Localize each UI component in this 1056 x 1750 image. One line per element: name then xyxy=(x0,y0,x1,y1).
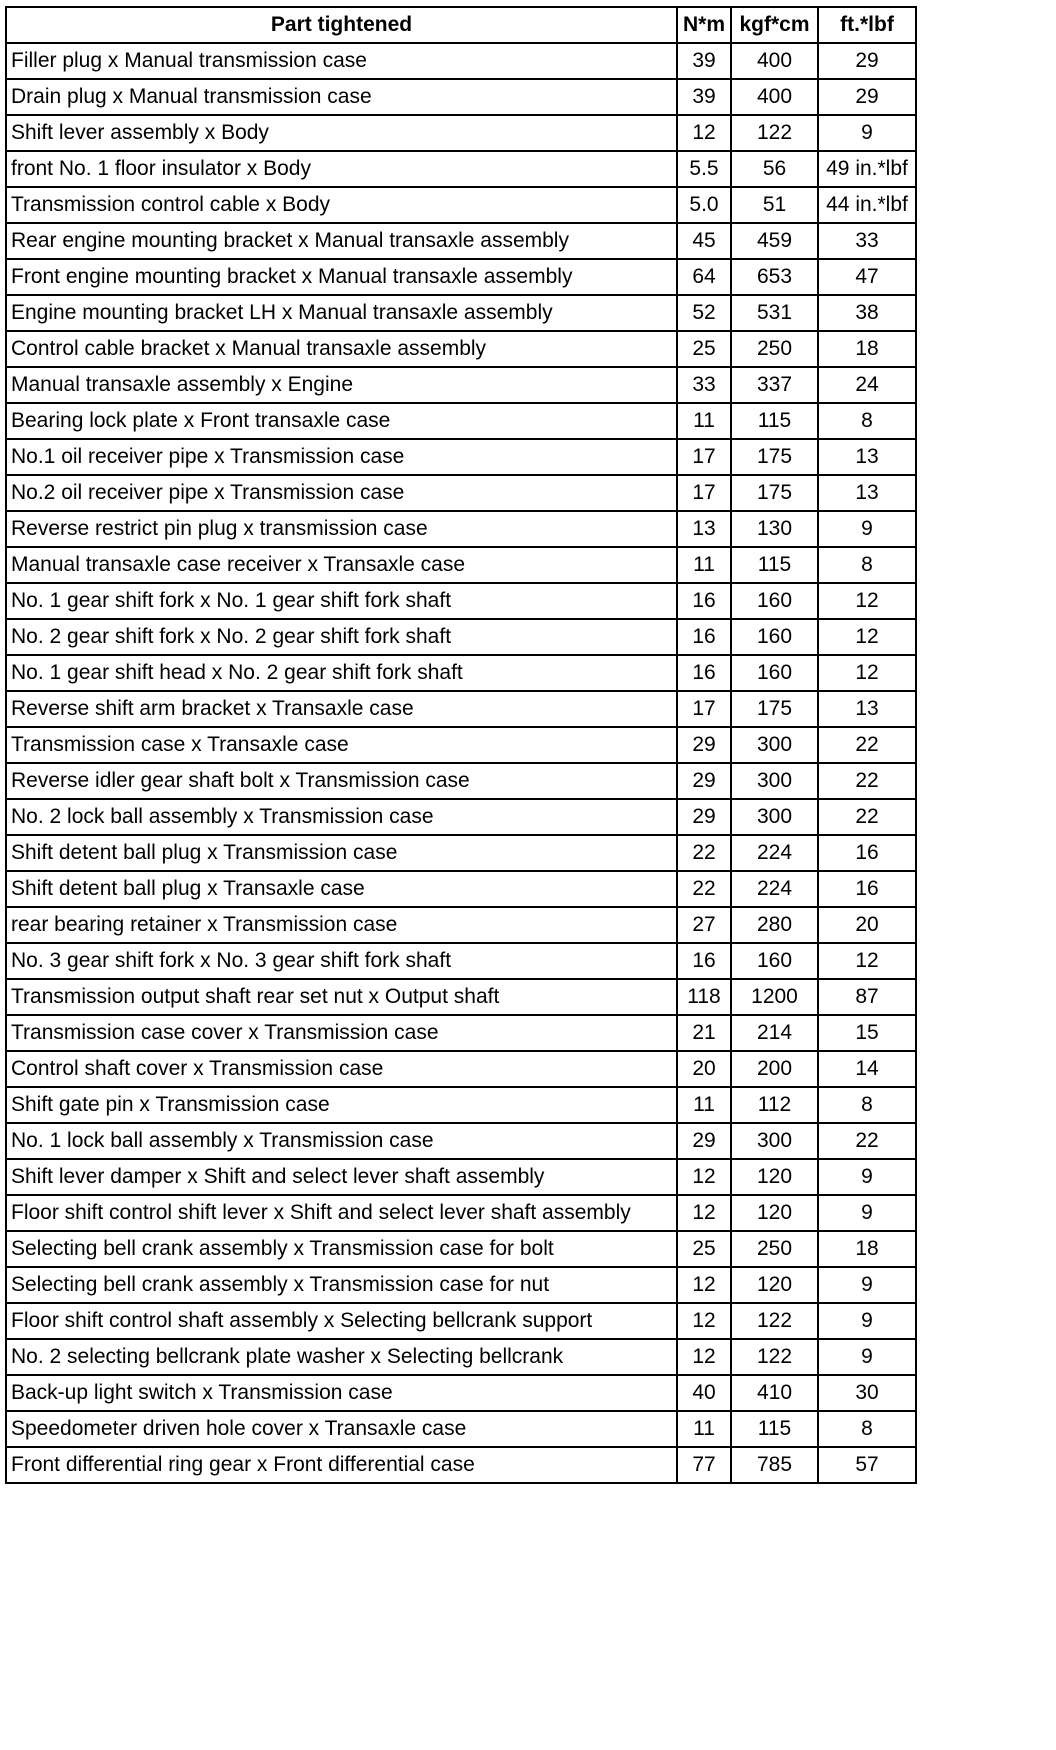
cell-part-tightened: Engine mounting bracket LH x Manual transaxle assembly xyxy=(6,295,677,331)
cell-kgf-cm: 300 xyxy=(731,799,818,835)
table-row xyxy=(6,1339,916,1375)
table-row xyxy=(6,619,916,655)
cell-ft-lbf: 9 xyxy=(818,511,916,547)
table-row xyxy=(6,799,916,835)
cell-ft-lbf: 8 xyxy=(818,547,916,583)
cell-newton-meter: 11 xyxy=(677,547,731,583)
cell-ft-lbf: 38 xyxy=(818,295,916,331)
header-newton-meter: N*m xyxy=(677,7,731,43)
cell-ft-lbf: 29 xyxy=(818,43,916,79)
cell-part-tightened: Manual transaxle case receiver x Transaxle case xyxy=(6,547,677,583)
cell-ft-lbf: 44 in.*lbf xyxy=(818,187,916,223)
cell-kgf-cm: 120 xyxy=(731,1267,818,1303)
cell-newton-meter: 22 xyxy=(677,835,731,871)
cell-ft-lbf: 8 xyxy=(818,1411,916,1447)
table-row xyxy=(6,367,916,403)
table-row xyxy=(6,1015,916,1051)
cell-kgf-cm: 120 xyxy=(731,1195,818,1231)
cell-kgf-cm: 122 xyxy=(731,1303,818,1339)
table-row xyxy=(6,259,916,295)
cell-part-tightened: No. 2 gear shift fork x No. 2 gear shift fork shaft xyxy=(6,619,677,655)
cell-kgf-cm: 224 xyxy=(731,835,818,871)
cell-ft-lbf: 47 xyxy=(818,259,916,295)
table-row xyxy=(6,835,916,871)
cell-part-tightened: Control cable bracket x Manual transaxle assembly xyxy=(6,331,677,367)
cell-kgf-cm: 130 xyxy=(731,511,818,547)
cell-newton-meter: 52 xyxy=(677,295,731,331)
cell-part-tightened: Shift detent ball plug x Transaxle case xyxy=(6,871,677,907)
cell-ft-lbf: 22 xyxy=(818,1123,916,1159)
cell-part-tightened: Floor shift control shaft assembly x Selecting bellcrank support xyxy=(6,1303,677,1339)
cell-part-tightened: Reverse idler gear shaft bolt x Transmission case xyxy=(6,763,677,799)
cell-part-tightened: Selecting bell crank assembly x Transmission case for bolt xyxy=(6,1231,677,1267)
table-row xyxy=(6,295,916,331)
cell-kgf-cm: 531 xyxy=(731,295,818,331)
cell-part-tightened: Front engine mounting bracket x Manual transaxle assembly xyxy=(6,259,677,295)
cell-newton-meter: 118 xyxy=(677,979,731,1015)
cell-part-tightened: Floor shift control shift lever x Shift and select lever shaft assembly xyxy=(6,1195,677,1231)
cell-ft-lbf: 8 xyxy=(818,1087,916,1123)
table-row xyxy=(6,115,916,151)
cell-newton-meter: 39 xyxy=(677,79,731,115)
cell-part-tightened: Shift lever assembly x Body xyxy=(6,115,677,151)
cell-newton-meter: 16 xyxy=(677,619,731,655)
table-row xyxy=(6,943,916,979)
cell-kgf-cm: 160 xyxy=(731,619,818,655)
cell-ft-lbf: 8 xyxy=(818,403,916,439)
cell-newton-meter: 12 xyxy=(677,1339,731,1375)
cell-kgf-cm: 337 xyxy=(731,367,818,403)
cell-newton-meter: 16 xyxy=(677,655,731,691)
table-row xyxy=(6,223,916,259)
cell-kgf-cm: 400 xyxy=(731,79,818,115)
table-row xyxy=(6,727,916,763)
cell-kgf-cm: 300 xyxy=(731,1123,818,1159)
cell-ft-lbf: 33 xyxy=(818,223,916,259)
cell-part-tightened: No. 2 lock ball assembly x Transmission case xyxy=(6,799,677,835)
table-row xyxy=(6,1375,916,1411)
table-row xyxy=(6,1303,916,1339)
cell-newton-meter: 11 xyxy=(677,1411,731,1447)
cell-newton-meter: 29 xyxy=(677,727,731,763)
cell-ft-lbf: 29 xyxy=(818,79,916,115)
cell-ft-lbf: 12 xyxy=(818,583,916,619)
cell-newton-meter: 22 xyxy=(677,871,731,907)
cell-part-tightened: No. 1 lock ball assembly x Transmission case xyxy=(6,1123,677,1159)
table-row xyxy=(6,403,916,439)
cell-part-tightened: No.2 oil receiver pipe x Transmission case xyxy=(6,475,677,511)
table-row xyxy=(6,1411,916,1447)
cell-part-tightened: No. 2 selecting bellcrank plate washer x Selecting bellcrank xyxy=(6,1339,677,1375)
cell-part-tightened: Shift detent ball plug x Transmission case xyxy=(6,835,677,871)
cell-ft-lbf: 12 xyxy=(818,943,916,979)
cell-newton-meter: 29 xyxy=(677,799,731,835)
cell-part-tightened: Filler plug x Manual transmission case xyxy=(6,43,677,79)
cell-kgf-cm: 112 xyxy=(731,1087,818,1123)
cell-newton-meter: 27 xyxy=(677,907,731,943)
cell-ft-lbf: 12 xyxy=(818,655,916,691)
table-row xyxy=(6,187,916,223)
cell-ft-lbf: 18 xyxy=(818,331,916,367)
cell-ft-lbf: 12 xyxy=(818,619,916,655)
cell-ft-lbf: 22 xyxy=(818,727,916,763)
cell-part-tightened: Selecting bell crank assembly x Transmission case for nut xyxy=(6,1267,677,1303)
cell-ft-lbf: 9 xyxy=(818,1195,916,1231)
table-row xyxy=(6,1123,916,1159)
cell-ft-lbf: 9 xyxy=(818,1267,916,1303)
cell-newton-meter: 16 xyxy=(677,943,731,979)
cell-part-tightened: Transmission control cable x Body xyxy=(6,187,677,223)
cell-part-tightened: Bearing lock plate x Front transaxle case xyxy=(6,403,677,439)
cell-newton-meter: 12 xyxy=(677,1195,731,1231)
table-row xyxy=(6,871,916,907)
table-row xyxy=(6,79,916,115)
cell-newton-meter: 64 xyxy=(677,259,731,295)
cell-newton-meter: 29 xyxy=(677,763,731,799)
cell-part-tightened: Shift gate pin x Transmission case xyxy=(6,1087,677,1123)
cell-part-tightened: Drain plug x Manual transmission case xyxy=(6,79,677,115)
cell-ft-lbf: 18 xyxy=(818,1231,916,1267)
cell-kgf-cm: 175 xyxy=(731,439,818,475)
cell-part-tightened: Rear engine mounting bracket x Manual transaxle assembly xyxy=(6,223,677,259)
cell-kgf-cm: 115 xyxy=(731,547,818,583)
table-body xyxy=(6,43,916,1483)
cell-newton-meter: 13 xyxy=(677,511,731,547)
cell-ft-lbf: 13 xyxy=(818,691,916,727)
cell-part-tightened: Front differential ring gear x Front differential case xyxy=(6,1447,677,1483)
header-kgf-cm: kgf*cm xyxy=(731,7,818,43)
cell-ft-lbf: 22 xyxy=(818,799,916,835)
table-row xyxy=(6,979,916,1015)
cell-kgf-cm: 410 xyxy=(731,1375,818,1411)
table-header-row xyxy=(6,7,916,43)
cell-kgf-cm: 300 xyxy=(731,763,818,799)
cell-part-tightened: Transmission case cover x Transmission case xyxy=(6,1015,677,1051)
table-row xyxy=(6,439,916,475)
cell-kgf-cm: 160 xyxy=(731,655,818,691)
cell-ft-lbf: 87 xyxy=(818,979,916,1015)
cell-newton-meter: 17 xyxy=(677,691,731,727)
cell-part-tightened: No. 3 gear shift fork x No. 3 gear shift fork shaft xyxy=(6,943,677,979)
cell-newton-meter: 25 xyxy=(677,331,731,367)
cell-newton-meter: 21 xyxy=(677,1015,731,1051)
cell-kgf-cm: 400 xyxy=(731,43,818,79)
cell-part-tightened: Reverse shift arm bracket x Transaxle case xyxy=(6,691,677,727)
table-row xyxy=(6,763,916,799)
cell-newton-meter: 17 xyxy=(677,475,731,511)
cell-kgf-cm: 51 xyxy=(731,187,818,223)
cell-kgf-cm: 115 xyxy=(731,403,818,439)
cell-ft-lbf: 9 xyxy=(818,1339,916,1375)
cell-ft-lbf: 9 xyxy=(818,115,916,151)
table-row xyxy=(6,691,916,727)
table-row xyxy=(6,1051,916,1087)
cell-ft-lbf: 16 xyxy=(818,835,916,871)
cell-part-tightened: No. 1 gear shift fork x No. 1 gear shift fork shaft xyxy=(6,583,677,619)
cell-newton-meter: 40 xyxy=(677,1375,731,1411)
cell-kgf-cm: 250 xyxy=(731,331,818,367)
cell-ft-lbf: 15 xyxy=(818,1015,916,1051)
cell-kgf-cm: 175 xyxy=(731,475,818,511)
cell-kgf-cm: 120 xyxy=(731,1159,818,1195)
cell-kgf-cm: 214 xyxy=(731,1015,818,1051)
cell-ft-lbf: 22 xyxy=(818,763,916,799)
cell-kgf-cm: 250 xyxy=(731,1231,818,1267)
cell-kgf-cm: 175 xyxy=(731,691,818,727)
cell-newton-meter: 77 xyxy=(677,1447,731,1483)
cell-newton-meter: 11 xyxy=(677,403,731,439)
cell-ft-lbf: 24 xyxy=(818,367,916,403)
header-part-tightened: Part tightened xyxy=(6,7,677,43)
cell-kgf-cm: 785 xyxy=(731,1447,818,1483)
cell-ft-lbf: 16 xyxy=(818,871,916,907)
cell-part-tightened: rear bearing retainer x Transmission case xyxy=(6,907,677,943)
cell-kgf-cm: 160 xyxy=(731,583,818,619)
table-row xyxy=(6,331,916,367)
cell-newton-meter: 29 xyxy=(677,1123,731,1159)
cell-kgf-cm: 1200 xyxy=(731,979,818,1015)
cell-newton-meter: 25 xyxy=(677,1231,731,1267)
cell-kgf-cm: 459 xyxy=(731,223,818,259)
cell-part-tightened: Speedometer driven hole cover x Transaxle case xyxy=(6,1411,677,1447)
cell-newton-meter: 11 xyxy=(677,1087,731,1123)
cell-ft-lbf: 49 in.*lbf xyxy=(818,151,916,187)
cell-part-tightened: Reverse restrict pin plug x transmission case xyxy=(6,511,677,547)
cell-newton-meter: 16 xyxy=(677,583,731,619)
cell-ft-lbf: 14 xyxy=(818,1051,916,1087)
table-row xyxy=(6,43,916,79)
cell-newton-meter: 12 xyxy=(677,115,731,151)
table-row xyxy=(6,1267,916,1303)
cell-kgf-cm: 122 xyxy=(731,115,818,151)
table-row xyxy=(6,1447,916,1483)
cell-kgf-cm: 115 xyxy=(731,1411,818,1447)
cell-newton-meter: 5.0 xyxy=(677,187,731,223)
table-row xyxy=(6,907,916,943)
table-row xyxy=(6,655,916,691)
cell-ft-lbf: 30 xyxy=(818,1375,916,1411)
cell-ft-lbf: 9 xyxy=(818,1159,916,1195)
cell-kgf-cm: 122 xyxy=(731,1339,818,1375)
cell-part-tightened: Control shaft cover x Transmission case xyxy=(6,1051,677,1087)
table-row xyxy=(6,547,916,583)
table-row xyxy=(6,475,916,511)
cell-kgf-cm: 653 xyxy=(731,259,818,295)
cell-kgf-cm: 280 xyxy=(731,907,818,943)
cell-newton-meter: 39 xyxy=(677,43,731,79)
cell-newton-meter: 5.5 xyxy=(677,151,731,187)
cell-ft-lbf: 9 xyxy=(818,1303,916,1339)
cell-newton-meter: 33 xyxy=(677,367,731,403)
cell-kgf-cm: 160 xyxy=(731,943,818,979)
torque-specification-table xyxy=(5,6,917,1484)
cell-kgf-cm: 224 xyxy=(731,871,818,907)
cell-ft-lbf: 20 xyxy=(818,907,916,943)
cell-part-tightened: Transmission output shaft rear set nut x Output shaft xyxy=(6,979,677,1015)
cell-part-tightened: Transmission case x Transaxle case xyxy=(6,727,677,763)
header-ft-lbf: ft.*lbf xyxy=(818,7,916,43)
table-row xyxy=(6,1231,916,1267)
cell-ft-lbf: 57 xyxy=(818,1447,916,1483)
cell-newton-meter: 20 xyxy=(677,1051,731,1087)
cell-kgf-cm: 200 xyxy=(731,1051,818,1087)
cell-part-tightened: No.1 oil receiver pipe x Transmission case xyxy=(6,439,677,475)
cell-part-tightened: No. 1 gear shift head x No. 2 gear shift fork shaft xyxy=(6,655,677,691)
cell-ft-lbf: 13 xyxy=(818,475,916,511)
cell-ft-lbf: 13 xyxy=(818,439,916,475)
cell-newton-meter: 12 xyxy=(677,1303,731,1339)
cell-part-tightened: Shift lever damper x Shift and select lever shaft assembly xyxy=(6,1159,677,1195)
cell-kgf-cm: 56 xyxy=(731,151,818,187)
table-row xyxy=(6,151,916,187)
table-row xyxy=(6,1087,916,1123)
cell-part-tightened: Back-up light switch x Transmission case xyxy=(6,1375,677,1411)
table-row xyxy=(6,511,916,547)
cell-newton-meter: 45 xyxy=(677,223,731,259)
table-row xyxy=(6,1159,916,1195)
cell-newton-meter: 12 xyxy=(677,1159,731,1195)
cell-newton-meter: 17 xyxy=(677,439,731,475)
table-row xyxy=(6,583,916,619)
table-row xyxy=(6,1195,916,1231)
cell-kgf-cm: 300 xyxy=(731,727,818,763)
cell-part-tightened: front No. 1 floor insulator x Body xyxy=(6,151,677,187)
cell-newton-meter: 12 xyxy=(677,1267,731,1303)
cell-part-tightened: Manual transaxle assembly x Engine xyxy=(6,367,677,403)
